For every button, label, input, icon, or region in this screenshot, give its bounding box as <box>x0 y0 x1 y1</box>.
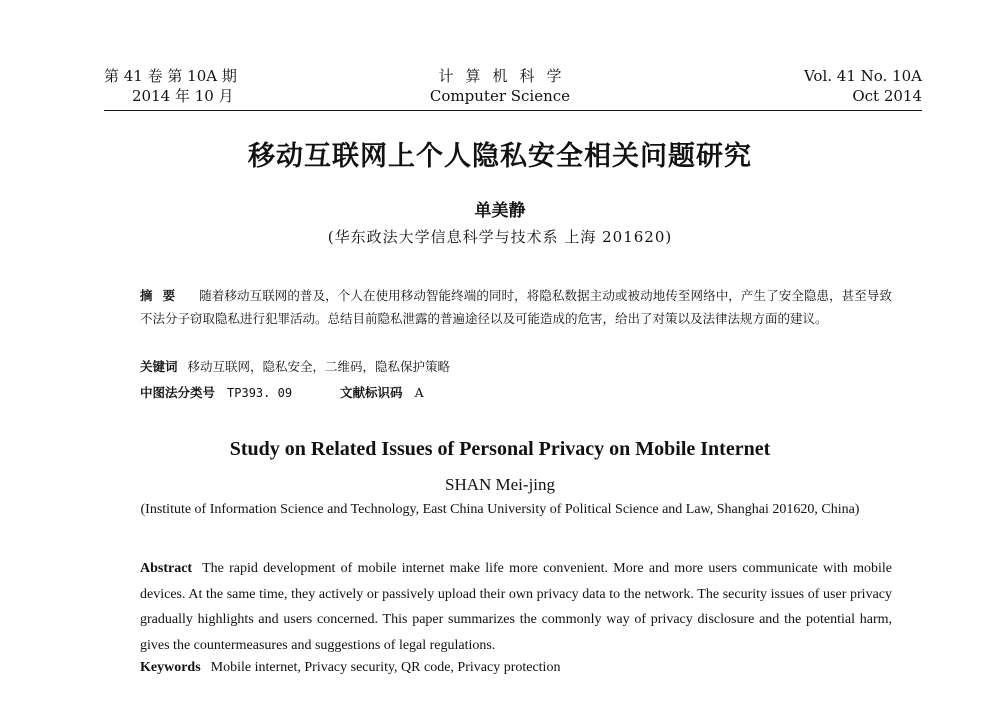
journal-issue-en <box>804 66 922 106</box>
journal-name-zh: 计算机科学 <box>438 67 574 85</box>
journal-name <box>400 66 600 106</box>
journal-name-en: Computer Science <box>429 87 571 105</box>
affiliation-en: (Institute of Information Science and Technology, East China University of Political Science and Law, Shanghai 201620, China) <box>140 502 860 517</box>
abstract-en <box>140 556 892 658</box>
classification-zh <box>140 383 424 401</box>
keywords-zh <box>140 357 450 375</box>
publication-date-en: Oct 2014 <box>852 87 922 105</box>
abstract-text-zh: 随着移动互联网的普及，个人在使用移动智能终端的同时，将隐私数据主动或被动地传至网络中，产生了安全隐患，甚至导致不法分子窃取隐私进行犯罪活动。总结目前隐私泄露的普遍途径以及可能造成的危害，给出了对策以及法律法规方面的建议。 <box>140 288 892 326</box>
keywords-en <box>140 660 560 676</box>
affiliation-zh: (华东政法大学信息科学与技术系 上海 201620) <box>327 228 673 246</box>
author-zh: 单美静 <box>474 201 526 221</box>
publication-date-zh: 2014 年 10 月 <box>132 87 234 105</box>
journal-issue-zh <box>104 66 237 106</box>
volume-issue-zh: 第 41 卷 第 10A 期 <box>104 67 237 85</box>
header-rule <box>104 110 922 111</box>
keywords-text-zh: 移动互联网，隐私安全，二维码，隐私保护策略 <box>187 359 451 374</box>
keywords-label-en: Keywords <box>140 660 201 675</box>
keywords-text-en: Mobile internet, Privacy security, QR code, Privacy protection <box>210 660 561 675</box>
author-en: SHAN Mei-jing <box>444 475 556 494</box>
abstract-text-en: The rapid development of mobile internet make life more convenient. More and more users communicate with mobile devices. At the same time, they actively or passively upload their own privacy data to the network. The security issues of user privacy gradually highlights and users concerned. This paper summarizes the commonly way of privacy disclosure and the potential harm, gives the countermeasures and suggestions of legal regulations. <box>140 561 892 653</box>
volume-issue-en: Vol. 41 No. 10A <box>803 67 922 85</box>
abstract-zh <box>140 284 892 330</box>
class-number-value: TP393. 09 <box>227 386 293 400</box>
document-code-value: A <box>414 385 424 400</box>
paper-title-en: Study on Related Issues of Personal Privacy on Mobile Internet <box>229 438 771 460</box>
abstract-label-zh: 摘要 <box>140 288 186 303</box>
keywords-label-zh: 关键词 <box>140 359 178 374</box>
class-number-label: 中图法分类号 <box>140 385 216 400</box>
abstract-label-en: Abstract <box>140 561 193 576</box>
paper-title-zh: 移动互联网上个人隐私安全相关问题研究 <box>248 141 752 172</box>
document-code-label: 文献标识码 <box>340 385 403 400</box>
